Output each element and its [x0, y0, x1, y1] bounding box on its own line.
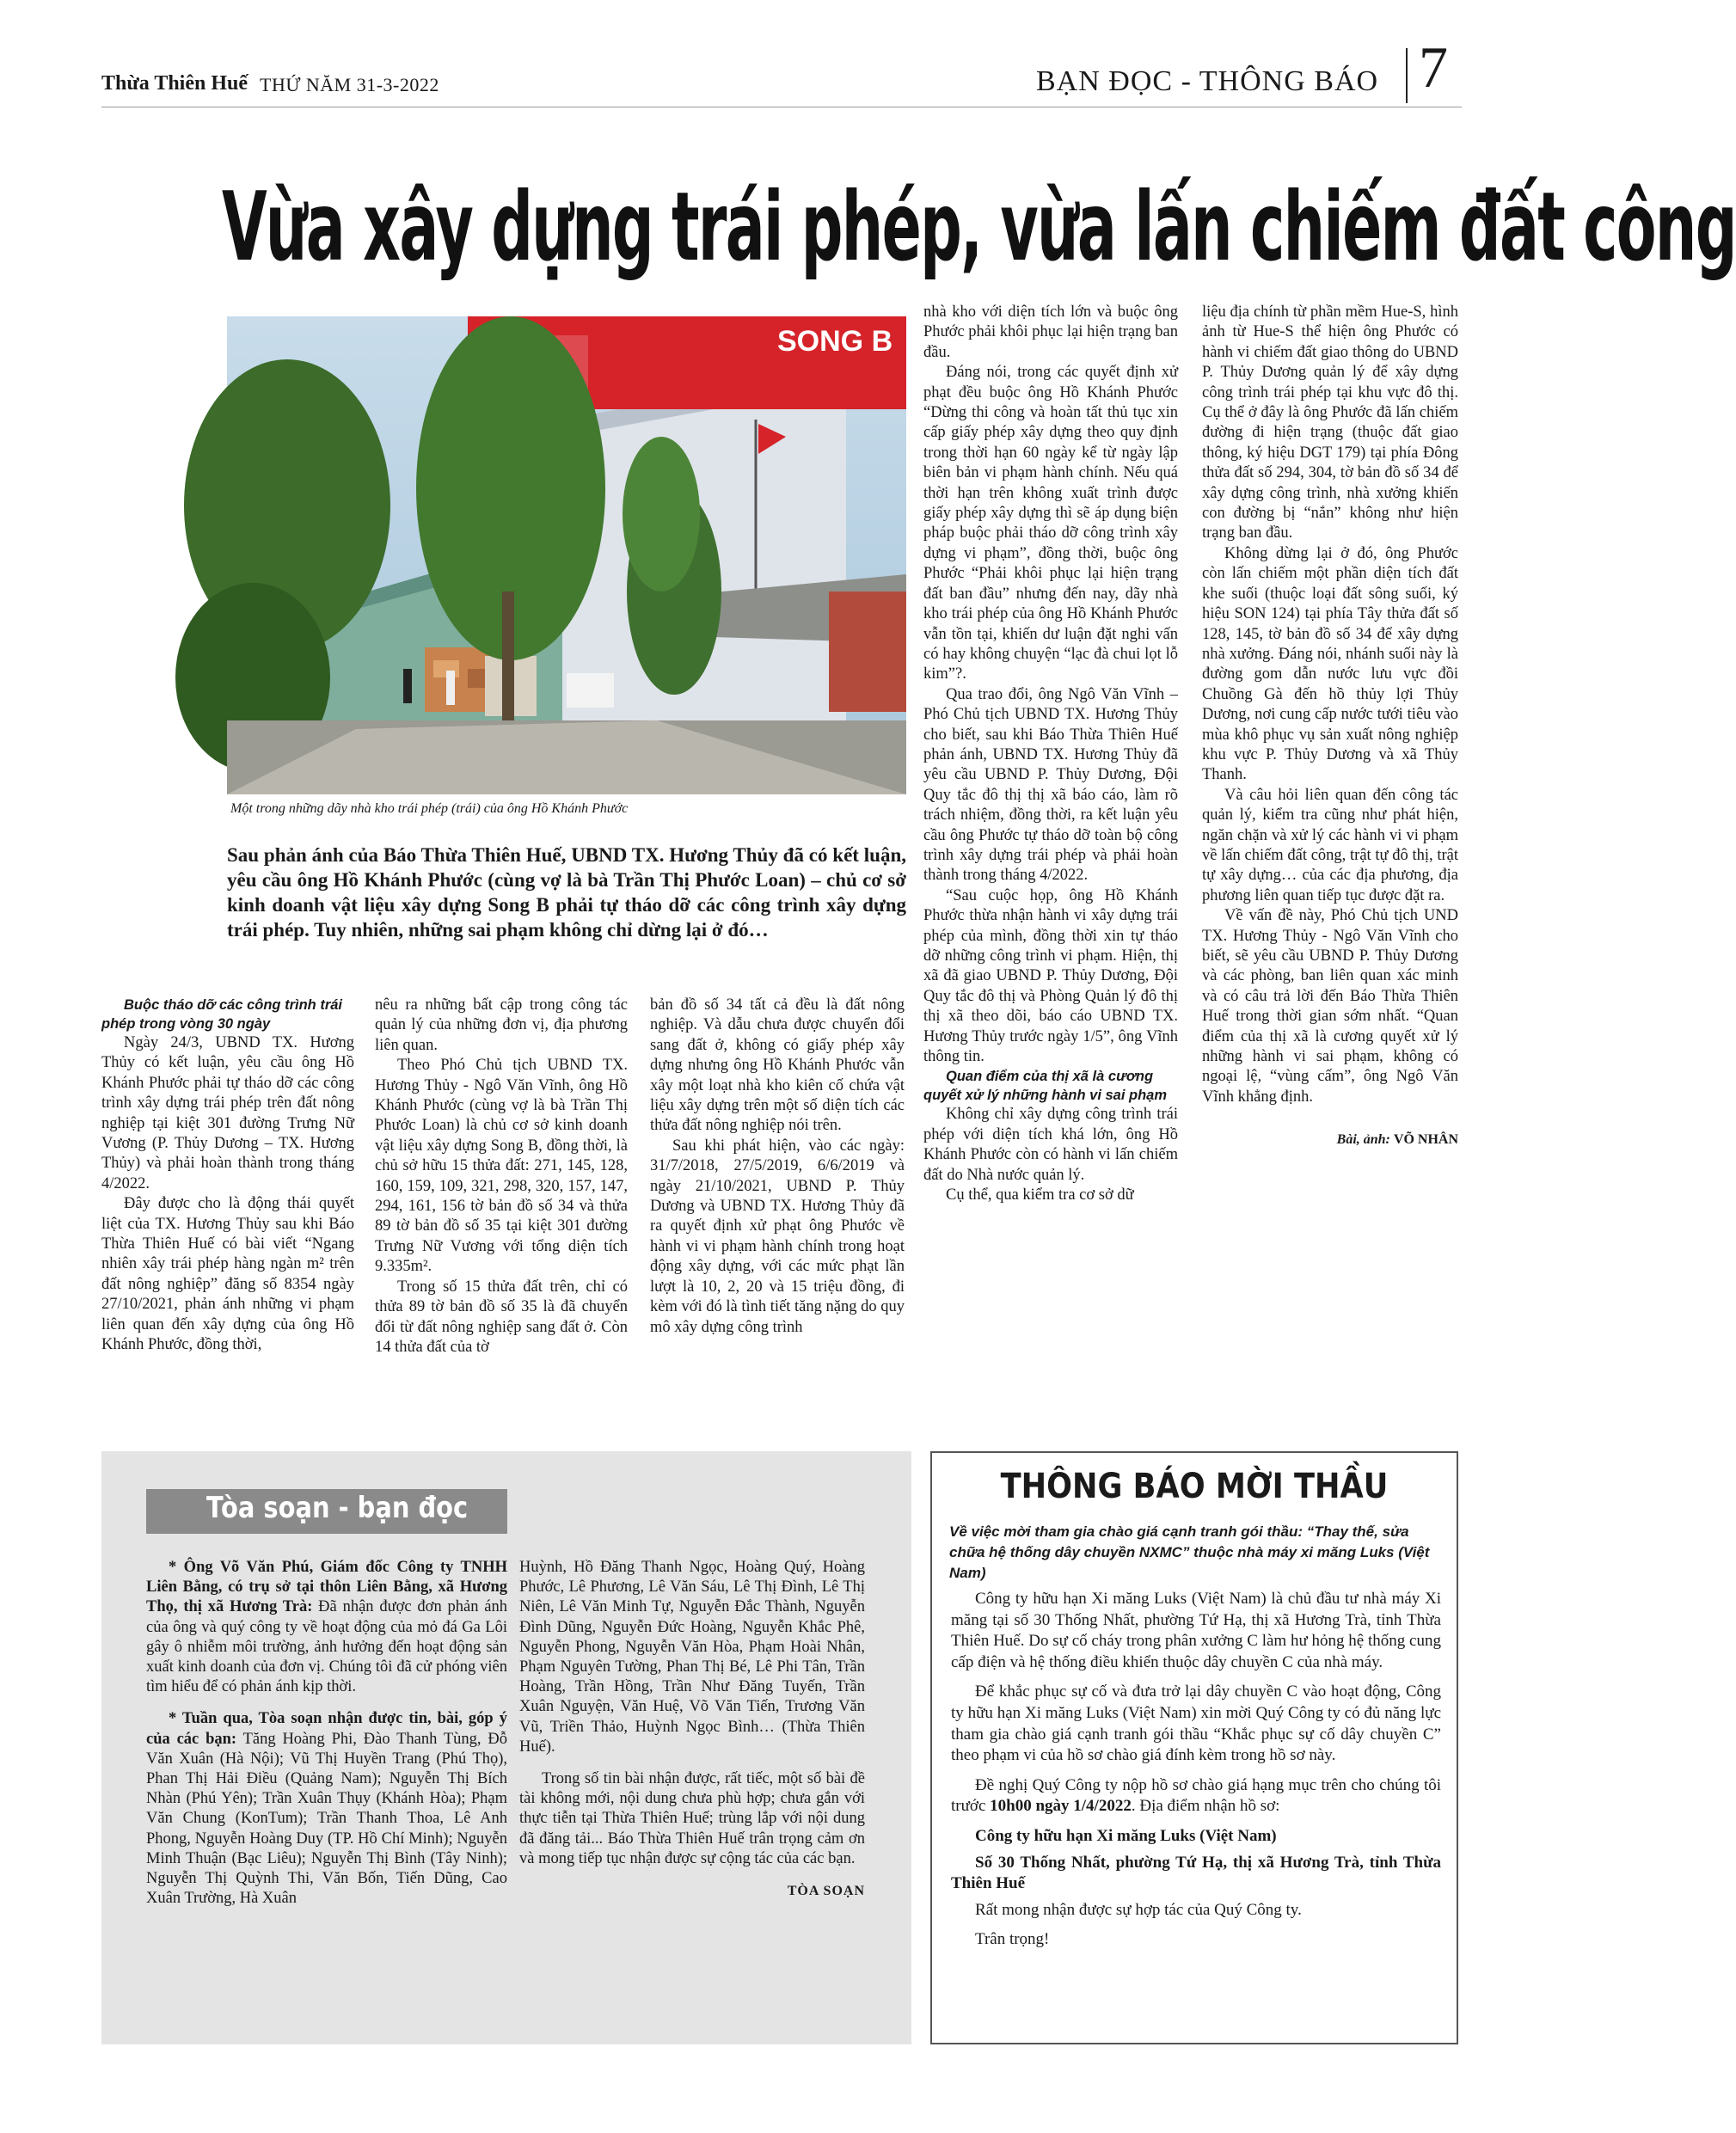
header-divider [1406, 48, 1408, 103]
paragraph: Và câu hỏi liên quan đến công tác quản lý, kiểm tra cũng như phát hiện, ngăn chặn và xử lý các hành vi vi phạm về lấn chiếm đất công, trật tự đô thị, trật tự xây dựng… của các địa phương, địa phương liên quan tiếp tục được đặt ra. [1202, 786, 1458, 904]
section-subhead-1: Buộc tháo dỡ các công trình trái phép trong vòng 30 ngày [101, 997, 343, 1032]
paragraph: Trong số 15 thửa đất trên, chỉ có thửa 89 tờ bản đồ số 35 là đã chuyển đổi từ đất nông nghiệp sang đất ở. Còn 14 thửa đất của tờ [375, 1278, 628, 1356]
warehouse-illustration [227, 316, 906, 794]
paragraph: Công ty hữu hạn Xi măng Luks (Việt Nam) là chủ đầu tư nhà máy Xi măng tại số 30 Thống Nhất, phường Tứ Hạ, thị xã Hương Trà, tỉnh Thừa Thiên Huế. Do sự cố cháy trong phân xưởng C làm hư hỏng hệ thống cung cấp điện và hệ thống điều khiển thuộc dây chuyền C của nhà máy. [951, 1590, 1441, 1671]
paragraph [951, 1775, 1441, 1817]
paragraph [146, 1709, 507, 1909]
article-column-4 [923, 303, 1178, 1205]
paragraph: Qua trao đổi, ông Ngô Văn Vĩnh – Phó Chủ tịch UBND TX. Hương Thủy cho biết, sau khi Báo Thừa Thiên Huế phản ánh, UBND TX. Hương Thủy đã yêu cầu UBND P. Thủy Dương, Đội Quy tắc đô thị thị xã báo cáo, làm rõ trách nhiệm, đồng thời, ra kết luận yêu cầu ông Phước tự tháo dỡ toàn bộ công trình xây dựng trái phép và phải hoàn thành trong tháng 4/2022. [923, 685, 1178, 885]
deadline-tail: . Địa điểm nhận hồ sơ: [1131, 1797, 1280, 1816]
issue-date: THỨ NĂM 31-3-2022 [260, 74, 439, 95]
reader-box-column-1 [146, 1558, 507, 1921]
paragraph: Đây được cho là động thái quyết liệt của TX. Hương Thủy sau khi Báo Thừa Thiên Huế có bài viết “Ngang nhiên xây trái phép hàng ngàn m² trên đất nông nghiệp” đăng số 8354 ngày 27/10/2021, phản ánh những vi phạm liên quan đến xây dựng của ông Hồ Khánh Phước, đồng thời, [101, 1195, 354, 1354]
paragraph: Để khắc phục sự cố và đưa trở lại dây chuyền C vào hoạt động, Công ty hữu hạn Xi măng Luks (Việt Nam) xin mời Quý Công ty có đủ năng lực tham gia chào giá cạnh tranh gói thầu “Khắc phục sự cố dây chuyền C” theo phạm vi của hồ sơ chào giá đính kèm trong hồ sơ này. [951, 1682, 1441, 1765]
article-column-3 [650, 996, 905, 1338]
byline-author: VÕ NHÂN [1393, 1132, 1458, 1148]
reader-note-2-text: Tăng Hoàng Phi, Đào Thanh Tùng, Đỗ Văn Xuân (Hà Nội); Vũ Thị Huyền Trang (Phú Thọ), Phan Thị Hải Điều (Quảng Nam); Nguyễn Thị Bích Nhàn (Phú Yên); Trần Xuân Thụy (Khánh Hòa); Phạm Văn Chung (KonTum); Trần Thanh Thoa, Lê Anh Phong, Nguyễn Hoàng Duy (TP. Hồ Chí Minh); Nguyễn Minh Thuận (Bạc Liêu); Nguyễn Thị Bình (Tây Ninh); Nguyễn Thị Quỳnh Thi, Văn Bốn, Tiến Dũng, Cao Xuân Trường, Hà Xuân [146, 1730, 507, 1908]
deadline-lead: Đề nghị Quý Công ty nộp hồ sơ chào giá hạng mục trên cho chúng tôi trước [951, 1775, 1441, 1816]
paragraph: liệu địa chính từ phần mềm Hue-S, hình ảnh từ Hue-S thể hiện ông Phước có hành vi chiếm đất giao thông do UBND P. Thủy Dương quản lý để xây dựng công trình trái phép tại khu vực đô thị. Cụ thể ở đây là ông Phước đã lấn chiếm đường đi hiện trạng (thuộc đất giao thông, ký hiệu DGT 179) tại phía Đông thửa đất số 294, 304, tờ bản đồ số 34 để xây dựng công trình, nhà xưởng khiến con đường bị “nắn” không như hiện trạng ban đầu. [1202, 303, 1458, 542]
page-number: 7 [1419, 34, 1448, 100]
reader-box-signature: TÒA SOẠN [787, 1884, 865, 1899]
reader-box-title: Tòa soạn - bạn đọc [206, 1491, 469, 1525]
paragraph: Rất mong nhận được sự hợp tác của Quý Công ty. [975, 1900, 1302, 1919]
byline-label: Bài, ảnh: [1336, 1132, 1390, 1148]
paragraph: Không dừng lại ở đó, ông Phước còn lấn chiếm một phần diện tích đất khe suối (thuộc loại đất sông suối, ký hiệu SON 124) tại phía Tây thửa đất số 128, 145, tờ bản đồ số 34 để xây dựng nhà xưởng. Đáng nói, nhánh suối này là đường gom dẫn nước lưu vực đồi Chuồng Gà đến hồ thủy lợi Thủy Dương, nơi cung cấp nước tưới tiêu vào mùa khô phục vụ sản xuất nông nghiệp khu vực P. Thủy Dương và xã Thủy Thanh. [1202, 544, 1458, 784]
article-photo [227, 316, 906, 794]
deadline-time: 10h00 ngày 1/4/2022 [990, 1797, 1132, 1816]
tender-notice-subtitle: Về việc mời tham gia chào giá cạnh tranh gói thầu: “Thay thế, sửa chữa hệ thống dây chuyền NXMC” thuộc nhà máy xi măng Luks (Việt Nam) [949, 1523, 1430, 1581]
paragraph: nêu ra những bất cập trong công tác quản lý của những đơn vị, địa phương liên quan. [375, 996, 628, 1054]
paragraph: nhà kho với diện tích lớn và buộc ông Phước phải khôi phục lại hiện trạng ban đầu. [923, 303, 1178, 361]
reader-note-2-heading: * Tuần qua, Tòa soạn nhận được tin, bài, góp ý của các bạn: [146, 1710, 507, 1748]
masthead-name: Thừa Thiên Huế [101, 72, 248, 95]
section-title: BẠN ĐỌC - THÔNG BÁO [1036, 65, 1379, 97]
paragraph: Đáng nói, trong các quyết định xử phạt đều buộc ông Hồ Khánh Phước “Dừng thi công và hoàn tất thủ tục xin cấp giấy phép xây dựng theo quy định trong thời hạn 60 ngày kể từ ngày lập biên bản vi phạm hành chính. Nếu quá thời hạn trên không xuất trình được giấy phép xây dựng thì sẽ áp dụng biện pháp buộc phải tháo dỡ công trình xây dựng vi phạm”, đồng thời, buộc ông Phước “Phải khôi phục lại hiện trạng đất ban đầu” nhưng đến nay, dãy nhà kho trái phép của ông Hồ Khánh Phước vẫn tồn tại, khiến dư luận đặt nghi vấn có hay không chuyện “lạc đà chui lọt lỗ kim”?. [923, 364, 1178, 683]
paragraph: “Sau cuộc họp, ông Hồ Khánh Phước thừa nhận hành vi xây dựng trái phép của mình, đồng thời xin tự tháo dỡ những công trình vi phạm. Hiện, thị xã đã giao UBND P. Thủy Dương, Đội Quy tắc đô thị và Phòng Quản lý đô thị thị xã theo dõi, báo cáo UBND TX. Hương Thủy trước ngày 1/5”, ông Vĩnh thông tin. [923, 886, 1178, 1066]
paragraph: Trong số tin bài nhận được, rất tiếc, một số bài đề tài không mới, nội dung chưa phù hợp; chưa gắn với thực tiễn tại Thừa Thiên Huế; trùng lắp với nội dung đã đăng tải... Báo Thừa Thiên Huế trân trọng cảm ơn và mong tiếp tục nhận được sự cộng tác của các bạn. [519, 1770, 865, 1867]
article-column-1 [101, 996, 354, 1356]
reader-note-1-recipient: * Ông Võ Văn Phú, Giám đốc Công ty TNHH Liên Bằng, có trụ sở tại thôn Liên Bằng, xã Hương Thọ, thị xã Hương Trà: [146, 1559, 507, 1616]
paragraph: Theo Phó Chủ tịch UBND TX. Hương Thủy - Ngô Văn Vĩnh, ông Hồ Khánh Phước (cùng vợ là bà Trần Thị Phước Loan) là chủ cơ sở kinh doanh vật liệu xây dựng Song B, đồng thời, là chủ sở hữu 15 thửa đất: 271, 145, 128, 160, 159, 109, 321, 298, 320, 157, 147, 294, 161, 156 tờ bản đồ số 34 và thửa 89 tờ bản đồ số 35 tại kiệt 301 đường Trưng Nữ Vương với tổng diện tích 9.335m². [375, 1057, 628, 1276]
paragraph: Sau khi phát hiện, vào các ngày: 31/7/2018, 27/5/2019, 6/6/2019 và ngày 21/10/2021, UBND P. Thủy Dương và UBND TX. Hương Thủy đã ra quyết định xử phạt ông Phước về hành vi vi phạm hành chính trong hoạt động xây dựng, với các mức phạt lần lượt là 10, 2, 20 và 15 triệu đồng, đi kèm với đó là tình tiết tăng nặng do quy mô xây dựng công trình [650, 1137, 905, 1336]
tender-notice-title: THÔNG BÁO MỜI THẦU [1000, 1467, 1389, 1506]
address-company: Công ty hữu hạn Xi măng Luks (Việt Nam) [975, 1826, 1277, 1845]
article-column-2 [375, 996, 628, 1358]
sign-name: SONG B [777, 325, 893, 358]
article-byline [1202, 1130, 1458, 1149]
paragraph: Không chỉ xây dựng công trình trái phép với diện tích khá lớn, ông Hồ Khánh Phước còn có hành vi lấn chiếm đất do Nhà nước quản lý. [923, 1106, 1178, 1184]
tender-notice-body [951, 1589, 1441, 1959]
article-column-5 [1202, 303, 1458, 1150]
article-headline: Vừa xây dựng trái phép, vừa lấn chiếm đất công [222, 172, 1736, 283]
paragraph: bản đồ số 34 tất cả đều là đất nông nghiệp. Và dẫu chưa được chuyển đổi sang đất ở, không có giấy phép xây dựng nhưng ông Hồ Khánh Phước vẫn xây một loạt nhà kho kiên cố chứa vật liệu xây dựng trên một số diện tích các thửa đất nông nghiệp nói trên. [650, 996, 905, 1135]
paragraph: Trân trọng! [975, 1930, 1050, 1949]
paragraph [146, 1558, 507, 1697]
reader-note-1-text: Đã nhận được đơn phản ánh của ông và quý công ty về hoạt động của mỏ đá Ga Lôi gây ô nhiễm môi trường, ảnh hưởng đến hoạt động sản xuất kinh doanh của đơn vị. Chúng tôi đã cử phóng viên tìm hiểu để có phản ánh kịp thời. [146, 1598, 507, 1696]
address-street: Số 30 Thống Nhất, phường Tứ Hạ, thị xã Hương Trà, tỉnh Thừa Thiên Huế [951, 1853, 1441, 1893]
section-subhead-2: Quan điểm của thị xã là cương quyết xử lý những hành vi sai phạm [923, 1069, 1168, 1104]
paragraph: Huỳnh, Hồ Đăng Thanh Ngọc, Hoàng Quý, Hoàng Phước, Lê Phương, Lê Văn Sáu, Lê Thị Đình, Lê Thị Niên, Lê Văn Minh Tự, Nguyễn Đắc Thành, Nguyễn Đình Dũng, Nguyễn Đức Hoàng, Nguyễn Khắc Phê, Nguyễn Phong, Nguyễn Văn Hòa, Phạm Hoài Nhân, Phạm Nguyên Tường, Phan Thị Bé, Lê Phi Tân, Trần Hoàng, Trần Hồng, Trần Như Đăng Tuyến, Trần Xuân Nguyện, Văn Huệ, Võ Văn Tiến, Trương Văn Vũ, Triền Thảo, Huỳnh Ngọc Bình… (Thừa Thiên Huế). [519, 1559, 865, 1756]
article-lead: Sau phản ánh của Báo Thừa Thiên Huế, UBND TX. Hương Thủy đã có kết luận, yêu cầu ông Hồ Khánh Phước (cùng vợ là bà Trần Thị Phước Loan) – chủ cơ sở kinh doanh vật liệu xây dựng Song B phải tự tháo dỡ các công trình xây dựng trái phép. Tuy nhiên, những sai phạm không chỉ dừng lại ở đó… [227, 844, 906, 941]
paragraph: Về vấn đề này, Phó Chủ tịch UND TX. Hương Thủy - Ngô Văn Vĩnh cho biết, sẽ yêu cầu UBND P. Thủy Dương và các phòng, ban liên quan xác minh và có câu trả lời đến Báo Thừa Thiên Huế trong thời gian sớm nhất. “Quan điểm của thị xã là cương quyết xử lý những hành vi sai phạm, không có ngoại lệ, “vùng cấm”, ông Ngô Văn Vĩnh khẳng định. [1202, 907, 1458, 1106]
reader-box-column-2 [519, 1558, 865, 1901]
paragraph: Cụ thể, qua kiểm tra cơ sở dữ [946, 1186, 1134, 1204]
paragraph: Ngày 24/3, UBND TX. Hương Thủy có kết luận, yêu cầu ông Hồ Khánh Phước phải tự tháo dỡ các công trình xây dựng trái phép trên đất nông nghiệp tại kiệt 301 đường Trưng Nữ Vương (P. Thủy Dương – TX. Hương Thủy) và phải hoàn thành trong tháng 4/2022. [101, 1034, 354, 1192]
photo-caption: Một trong những dãy nhà kho trái phép (trái) của ông Hồ Khánh Phước [230, 801, 629, 816]
